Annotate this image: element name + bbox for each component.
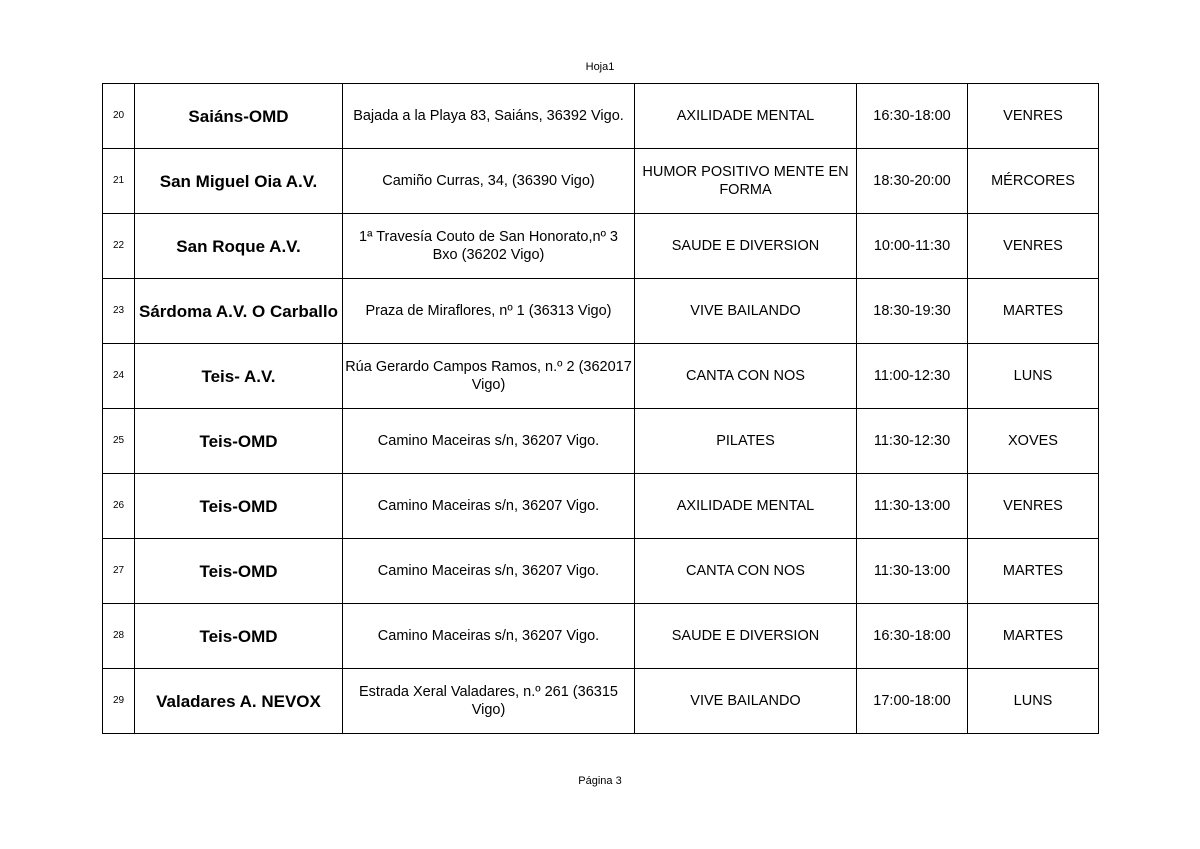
day-cell: VENRES — [968, 84, 1099, 149]
activity-cell: SAUDE E DIVERSION — [635, 214, 857, 279]
activity-cell: VIVE BAILANDO — [635, 279, 857, 344]
table-row — [103, 474, 1099, 539]
day-cell: LUNS — [968, 669, 1099, 734]
day-cell: MARTES — [968, 539, 1099, 604]
table-row — [103, 84, 1099, 149]
activity-cell: HUMOR POSITIVO MENTE EN FORMA — [635, 149, 857, 214]
time-cell: 11:30-13:00 — [857, 539, 968, 604]
day-cell: VENRES — [968, 214, 1099, 279]
table-row — [103, 669, 1099, 734]
table-row — [103, 279, 1099, 344]
address-cell: Camino Maceiras s/n, 36207 Vigo. — [343, 474, 635, 539]
activity-cell: CANTA CON NOS — [635, 539, 857, 604]
time-cell: 18:30-19:30 — [857, 279, 968, 344]
association-name: Saiáns-OMD — [135, 84, 343, 149]
day-cell: MARTES — [968, 279, 1099, 344]
activity-cell: AXILIDADE MENTAL — [635, 84, 857, 149]
activity-cell: AXILIDADE MENTAL — [635, 474, 857, 539]
address-cell: Camino Maceiras s/n, 36207 Vigo. — [343, 604, 635, 669]
activity-cell: PILATES — [635, 409, 857, 474]
association-name: Teis-OMD — [135, 409, 343, 474]
address-cell: Camiño Curras, 34, (36390 Vigo) — [343, 149, 635, 214]
table-row — [103, 149, 1099, 214]
association-name: Teis-OMD — [135, 474, 343, 539]
table-row — [103, 409, 1099, 474]
day-cell: VENRES — [968, 474, 1099, 539]
address-cell: Estrada Xeral Valadares, n.º 261 (36315 Vigo) — [343, 669, 635, 734]
address-cell: Bajada a la Playa 83, Saiáns, 36392 Vigo. — [343, 84, 635, 149]
association-name: Valadares A. NEVOX — [135, 669, 343, 734]
time-cell: 10:00-11:30 — [857, 214, 968, 279]
time-cell: 17:00-18:00 — [857, 669, 968, 734]
row-number: 27 — [103, 539, 135, 604]
table-row — [103, 604, 1099, 669]
association-name: Teis-OMD — [135, 604, 343, 669]
row-number: 29 — [103, 669, 135, 734]
row-number: 22 — [103, 214, 135, 279]
row-number: 26 — [103, 474, 135, 539]
activity-cell: VIVE BAILANDO — [635, 669, 857, 734]
day-cell: MARTES — [968, 604, 1099, 669]
day-cell: LUNS — [968, 344, 1099, 409]
row-number: 20 — [103, 84, 135, 149]
address-cell: Praza de Miraflores, nº 1 (36313 Vigo) — [343, 279, 635, 344]
time-cell: 16:30-18:00 — [857, 604, 968, 669]
day-cell: MÉRCORES — [968, 149, 1099, 214]
page-number: Página 3 — [578, 775, 622, 787]
address-cell: 1ª Travesía Couto de San Honorato,nº 3 Bxo (36202 Vigo) — [343, 214, 635, 279]
association-name: Teis-OMD — [135, 539, 343, 604]
schedule-table-body — [103, 84, 1099, 734]
row-number: 24 — [103, 344, 135, 409]
row-number: 23 — [103, 279, 135, 344]
row-number: 25 — [103, 409, 135, 474]
association-name: Teis- A.V. — [135, 344, 343, 409]
time-cell: 16:30-18:00 — [857, 84, 968, 149]
row-number: 21 — [103, 149, 135, 214]
sheet-header: Hoja1 — [585, 61, 615, 73]
time-cell: 11:00-12:30 — [857, 344, 968, 409]
table-row — [103, 214, 1099, 279]
time-cell: 11:30-13:00 — [857, 474, 968, 539]
time-cell: 18:30-20:00 — [857, 149, 968, 214]
address-cell: Camino Maceiras s/n, 36207 Vigo. — [343, 539, 635, 604]
activity-cell: CANTA CON NOS — [635, 344, 857, 409]
table-row — [103, 344, 1099, 409]
association-name: San Roque A.V. — [135, 214, 343, 279]
row-number: 28 — [103, 604, 135, 669]
day-cell: XOVES — [968, 409, 1099, 474]
association-name: Sárdoma A.V. O Carballo — [135, 279, 343, 344]
time-cell: 11:30-12:30 — [857, 409, 968, 474]
address-cell: Rúa Gerardo Campos Ramos, n.º 2 (362017 Vigo) — [343, 344, 635, 409]
schedule-table — [102, 83, 1099, 734]
association-name: San Miguel Oia A.V. — [135, 149, 343, 214]
table-row — [103, 539, 1099, 604]
activity-cell: SAUDE E DIVERSION — [635, 604, 857, 669]
address-cell: Camino Maceiras s/n, 36207 Vigo. — [343, 409, 635, 474]
